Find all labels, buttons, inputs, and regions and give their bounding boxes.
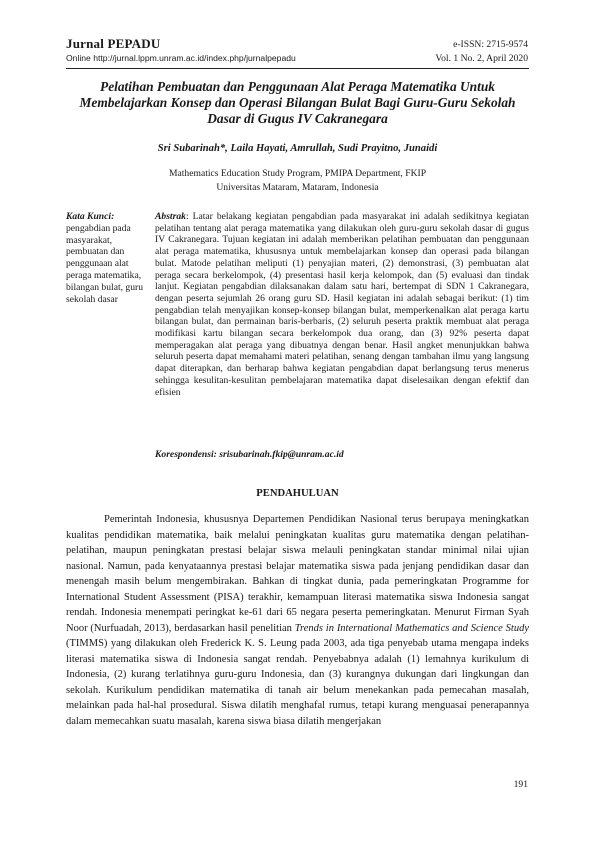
page-number: 191 <box>513 779 528 790</box>
keywords-colon: : <box>111 211 115 222</box>
journal-volume: Vol. 1 No. 2, April 2020 <box>435 53 528 64</box>
affiliation-line-1: Mathematics Education Study Program, PMIPA Department, FKIP <box>168 168 427 179</box>
abstract-colon: : <box>185 211 193 222</box>
keywords-block <box>66 211 146 305</box>
keywords-label: Kata Kunci <box>66 211 112 222</box>
body-text-italic: Trends in International Mathematics and Science Study <box>294 622 529 634</box>
abstract-label: Abstrak <box>155 211 186 222</box>
body-paragraph <box>66 512 529 729</box>
abstract-block <box>155 211 529 398</box>
abstract-text: Latar belakang kegiatan pengabdian pada masyarakat ini adalah sedikitnya kegiatan pelatihan tentang alat peraga matematika yang dilakukan oleh guru-guru sekolah dasar di gugus IV Cakranegara. Tujuan kegiatan ini adalah memberikan pelatihan pembuatan dan penggunaan alat peraga matematika, khususnya untuk membelajarkan konsep dan operasi pada bilangan bulat. Matode pelatihan meliputi (1) penyajian materi, (2) demonstrasi, (3) pembuatan alat peraga secara berkelompok, (4) presentasi hasil kerja kelompok, dan (5) evaluasi dan tindak lanjut. Kegiatan pengabdian dilaksanakan dalam satu hari, bertempat di SDN 1 Cakranegara, dengan peserta sejumlah 26 orang guru SD. Hasil kegiatan ini adalah sebagai berikut: (1) tim pengabdian telah menyajikan konsep-konsep bilangan bulat, memperkenalkan alat peraga kartu bilangan bulat, dan permainan baris-berbaris, (2) seluruh peserta praktik membuat alat peraga modifikasi kartu bilangan secara berkelompok dua orang, dan (3) 92% peserta dapat memperagakan alat peraga yang dibuatnya dengan benar. Hasil angket menunjukkan bahwa seluruh peserta dapat memahami materi pelatihan, senang dengan tambahan ilmu yang langsung dapat diterapkan, dan berharap bahwa kegiatan pengabdian dapat berlangsung terus menerus sehingga kesulitan-kesulitan pembelajaran matematika dapat diselesaikan dengan efektif dan efisien <box>155 211 529 398</box>
keywords-text: pengabdian pada masyarakat, pembuatan dan penggunaan alat peraga matematika, bilangan bulat, guru sekolah dasar <box>66 222 143 305</box>
journal-issn: e-ISSN: 2715-9574 <box>453 39 528 50</box>
journal-name: Jurnal PEPADU <box>66 36 161 51</box>
section-heading: PENDAHULUAN <box>256 488 339 499</box>
body-text-part-2: (TIMMS) yang dilakukan oleh Frederick K. S. Leung pada 2003, ada tiga penyebab utama mengapa indeks literasi matematika siswa di Indonesia sangat rendah. Penyebabnya adalah (1) lemahnya kurikulum di Indonesia, (2) kurang terlatihnya guru-guru Indonesia, dan (3) kurangnya dukungan dari lingkungan dan sekolah. Kurikulum pendidikan matematika di tanah air belum menekankan pada pemecahan masalah, melainkan pada hal-hal prosedural. Siswa dilatih menghafal rumus, tetapi kurang menguasai penerapannya dalam memecahkan suatu masalah, karena siswa biasa dilatih mengerjakan <box>66 638 529 727</box>
journal-url[interactable]: Online http://jurnal.lppm.unram.ac.id/index.php/jurnalpepadu <box>66 53 296 63</box>
article-affiliation <box>70 167 525 195</box>
correspondence-email: Korespondensi: srisubarinah.fkip@unram.ac.id <box>155 449 344 460</box>
header-divider <box>66 68 529 69</box>
article-authors: Sri Subarinah*, Laila Hayati, Amrullah, Sudi Prayitno, Junaidi <box>157 143 438 154</box>
affiliation-line-2: Universitas Mataram, Mataram, Indonesia <box>216 182 379 193</box>
article-title: Pelatihan Pembuatan dan Penggunaan Alat Peraga Matematika Untuk Membelajarkan Konsep dan Operasi Bilangan Bulat Bagi Guru-Guru Sekolah Dasar di Gugus IV Cakranegara <box>79 79 516 126</box>
body-text-part-1: Pemerintah Indonesia, khususnya Departemen Pendidikan Nasional terus berupaya meningkatkan kualitas pendidikan matematika, baik melalui peningkatan kualitas guru matematika dengan pelatihan-pelatihan, maupun peningkatan prestasi belajar siswa melauli peningkatan standar minimal nilai ujian nasional. Namun, pada kenyataannya prestasi belajar matematika siswa pada jenjang pendidikan dasar dan menengah masih belum mengembirakan. Bahkan di tingkat dunia, pada pemeringkatan Programme for International Student Assessment (PISA) terakhir, kemampuan literasi matematika siswa Indonesia sangat rendah. Indonesia menempati peringkat ke-61 dari 65 negara peserta pemeringkatan. Menurut Firman Syah Noor (Nurfuadah, 2013), berdasarkan hasil penelitian <box>66 514 529 634</box>
